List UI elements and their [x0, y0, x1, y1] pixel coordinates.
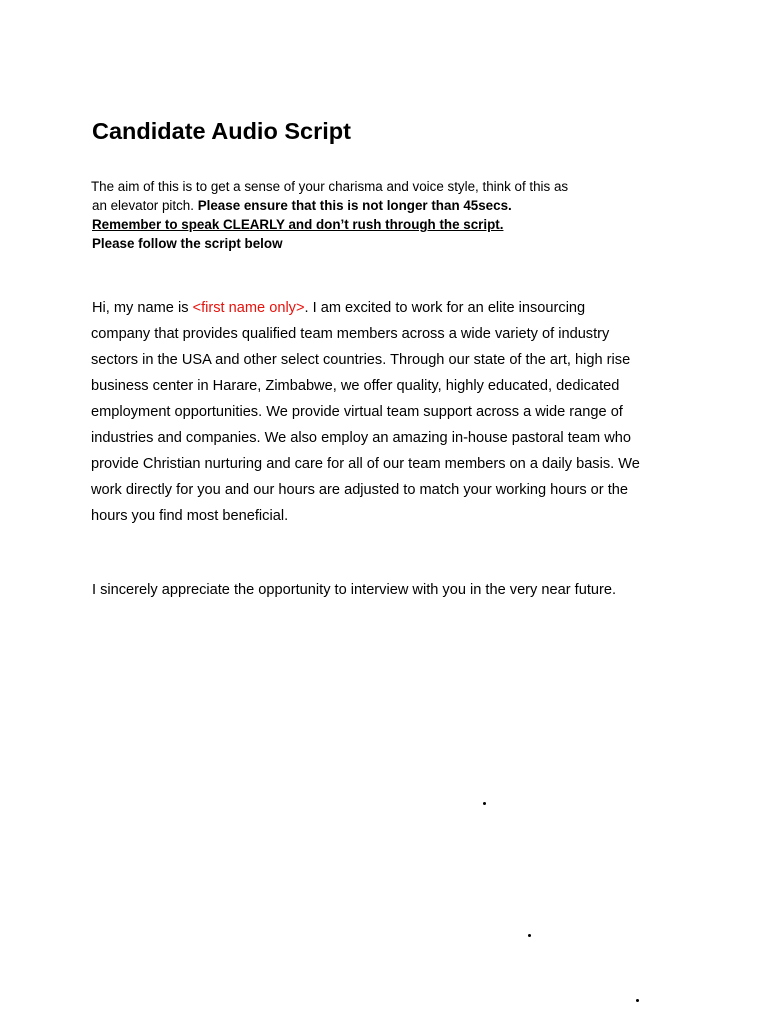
stray-dot-1 [483, 802, 486, 805]
closing-sentence: I sincerely appreciate the opportunity to interview with you in the very near future. [92, 582, 617, 598]
intro-line-4 [91, 234, 711, 253]
intro-line-1: The aim of this is to get a sense of your charisma and voice style, think of this as [91, 179, 569, 194]
intro-instructions [91, 177, 711, 253]
stray-dot-2 [528, 934, 531, 937]
intro-line-3 [91, 215, 711, 234]
intro-line-2-text: an elevator pitch. [92, 198, 198, 213]
stray-dot-3 [636, 999, 639, 1002]
duration-instruction: Please ensure that this is not longer than 45secs. [197, 198, 512, 213]
script-line-6: industries and companies. We also employ an amazing in-house pastoral team who [91, 430, 631, 446]
script-line-3: sectors in the USA and other select countries. Through our state of the art, high rise [91, 352, 631, 368]
follow-script-instruction: Please follow the script below [92, 236, 283, 251]
script-line-1-before: Hi, my name is [92, 300, 193, 316]
first-name-placeholder: <first name only> [192, 300, 305, 316]
intro-line-2 [91, 196, 711, 215]
script-paragraph [91, 295, 671, 529]
script-line-1-after: . I am excited to work for an elite insourcing [304, 300, 586, 316]
script-line-1 [91, 295, 671, 321]
script-line-8: work directly for you and our hours are adjusted to match your working hours or the [91, 482, 628, 498]
script-line-4: business center in Harare, Zimbabwe, we offer quality, highly educated, dedicated [91, 378, 620, 394]
script-line-7: provide Christian nurturing and care for all of our team members on a daily basis. We [91, 456, 640, 472]
script-line-2: company that provides qualified team members across a wide variety of industry [91, 326, 610, 342]
script-line-5: employment opportunities. We provide virtual team support across a wide range of [91, 404, 623, 420]
script-line-9: hours you find most beneficial. [91, 508, 289, 524]
speak-clearly-instruction: Remember to speak CLEARLY and don’t rush through the script. [92, 217, 504, 232]
page-title: Candidate Audio Script [92, 118, 351, 144]
